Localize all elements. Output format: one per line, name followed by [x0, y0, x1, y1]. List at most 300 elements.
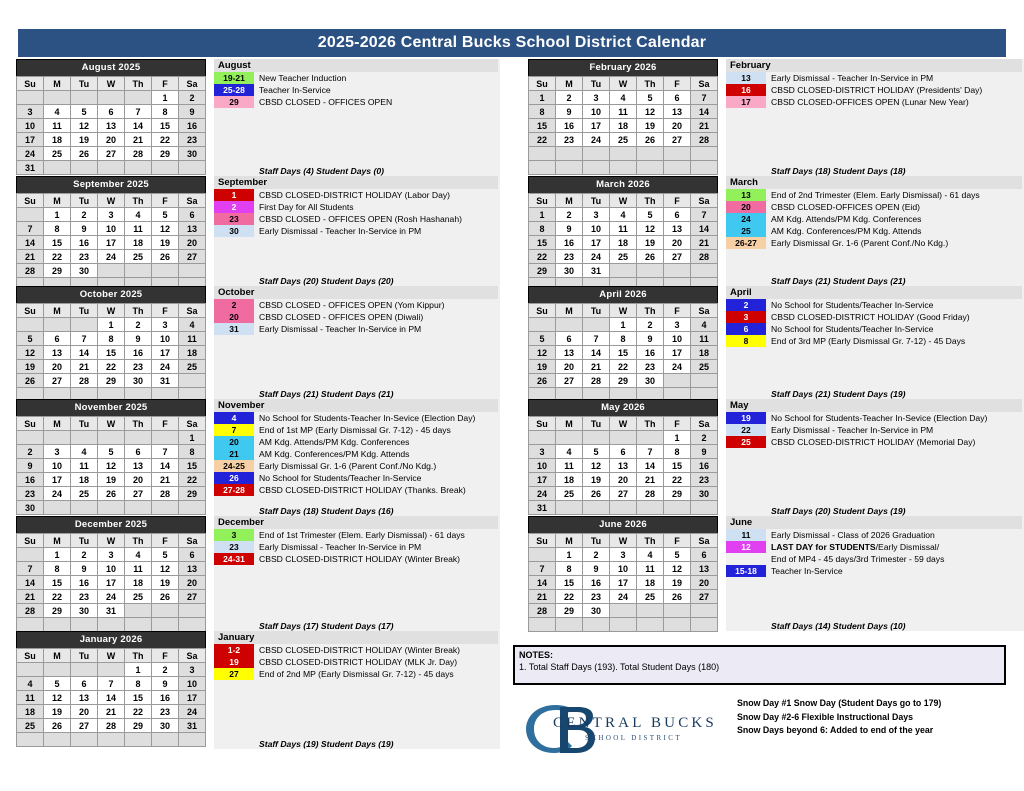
calendar-day-september-12[interactable]: 12 — [152, 222, 179, 236]
calendar-day-october-15[interactable]: 15 — [98, 346, 125, 360]
calendar-day-may-24[interactable]: 24 — [529, 487, 556, 501]
calendar-day-june-8[interactable]: 8 — [556, 562, 583, 576]
calendar-day-august-31[interactable]: 31 — [17, 161, 44, 175]
calendar-day-may-8[interactable]: 8 — [664, 445, 691, 459]
calendar-day-december-21[interactable]: 21 — [17, 590, 44, 604]
calendar-day-may-20[interactable]: 20 — [610, 473, 637, 487]
calendar-day-december-24[interactable]: 24 — [98, 590, 125, 604]
calendar-day-november-12[interactable]: 12 — [98, 459, 125, 473]
calendar-day-february-12[interactable]: 12 — [637, 105, 664, 119]
calendar-day-june-21[interactable]: 21 — [529, 590, 556, 604]
calendar-day-march-7[interactable]: 7 — [691, 208, 718, 222]
calendar-day-february-10[interactable]: 10 — [583, 105, 610, 119]
calendar-day-august-3[interactable]: 3 — [17, 105, 44, 119]
calendar-day-march-17[interactable]: 17 — [583, 236, 610, 250]
calendar-day-december-3[interactable]: 3 — [98, 548, 125, 562]
calendar-day-june-16[interactable]: 16 — [583, 576, 610, 590]
calendar-day-february-6[interactable]: 6 — [664, 91, 691, 105]
calendar-day-february-22[interactable]: 22 — [529, 133, 556, 147]
calendar-day-march-28[interactable]: 28 — [691, 250, 718, 264]
calendar-day-december-15[interactable]: 15 — [44, 576, 71, 590]
calendar-day-may-21[interactable]: 21 — [637, 473, 664, 487]
calendar-day-april-16[interactable]: 16 — [637, 346, 664, 360]
calendar-day-january-16[interactable]: 16 — [152, 691, 179, 705]
calendar-day-june-9[interactable]: 9 — [583, 562, 610, 576]
calendar-day-december-2[interactable]: 2 — [71, 548, 98, 562]
calendar-day-october-1[interactable]: 1 — [98, 318, 125, 332]
calendar-day-october-25[interactable]: 25 — [179, 360, 206, 374]
calendar-day-june-13[interactable]: 13 — [691, 562, 718, 576]
calendar-day-january-14[interactable]: 14 — [98, 691, 125, 705]
calendar-day-january-29[interactable]: 29 — [125, 719, 152, 733]
calendar-day-december-4[interactable]: 4 — [125, 548, 152, 562]
calendar-day-september-11[interactable]: 11 — [125, 222, 152, 236]
calendar-day-may-30[interactable]: 30 — [691, 487, 718, 501]
calendar-day-february-15[interactable]: 15 — [529, 119, 556, 133]
calendar-day-october-14[interactable]: 14 — [71, 346, 98, 360]
calendar-day-august-12[interactable]: 12 — [71, 119, 98, 133]
calendar-day-october-26[interactable]: 26 — [17, 374, 44, 388]
calendar-day-september-27[interactable]: 27 — [179, 250, 206, 264]
calendar-day-december-1[interactable]: 1 — [44, 548, 71, 562]
calendar-day-february-28[interactable]: 28 — [691, 133, 718, 147]
calendar-day-january-9[interactable]: 9 — [152, 677, 179, 691]
calendar-day-june-11[interactable]: 11 — [637, 562, 664, 576]
calendar-day-may-3[interactable]: 3 — [529, 445, 556, 459]
calendar-day-december-13[interactable]: 13 — [179, 562, 206, 576]
calendar-day-april-2[interactable]: 2 — [637, 318, 664, 332]
calendar-day-january-15[interactable]: 15 — [125, 691, 152, 705]
calendar-day-november-25[interactable]: 25 — [71, 487, 98, 501]
calendar-day-march-6[interactable]: 6 — [664, 208, 691, 222]
calendar-day-may-18[interactable]: 18 — [556, 473, 583, 487]
calendar-day-may-28[interactable]: 28 — [637, 487, 664, 501]
calendar-day-november-30[interactable]: 30 — [17, 501, 44, 515]
calendar-day-september-3[interactable]: 3 — [98, 208, 125, 222]
calendar-day-august-11[interactable]: 11 — [44, 119, 71, 133]
calendar-day-march-9[interactable]: 9 — [556, 222, 583, 236]
calendar-day-october-29[interactable]: 29 — [98, 374, 125, 388]
calendar-day-march-25[interactable]: 25 — [610, 250, 637, 264]
calendar-day-june-10[interactable]: 10 — [610, 562, 637, 576]
calendar-day-february-13[interactable]: 13 — [664, 105, 691, 119]
calendar-day-june-17[interactable]: 17 — [610, 576, 637, 590]
calendar-day-february-11[interactable]: 11 — [610, 105, 637, 119]
calendar-day-june-20[interactable]: 20 — [691, 576, 718, 590]
calendar-day-april-11[interactable]: 11 — [691, 332, 718, 346]
calendar-day-may-12[interactable]: 12 — [583, 459, 610, 473]
calendar-day-may-6[interactable]: 6 — [610, 445, 637, 459]
calendar-day-november-5[interactable]: 5 — [98, 445, 125, 459]
calendar-day-june-12[interactable]: 12 — [664, 562, 691, 576]
calendar-day-january-6[interactable]: 6 — [71, 677, 98, 691]
calendar-day-december-19[interactable]: 19 — [152, 576, 179, 590]
calendar-day-january-13[interactable]: 13 — [71, 691, 98, 705]
calendar-day-september-19[interactable]: 19 — [152, 236, 179, 250]
calendar-day-november-24[interactable]: 24 — [44, 487, 71, 501]
calendar-day-may-1[interactable]: 1 — [664, 431, 691, 445]
calendar-day-march-20[interactable]: 20 — [664, 236, 691, 250]
calendar-day-april-22[interactable]: 22 — [610, 360, 637, 374]
calendar-day-january-21[interactable]: 21 — [98, 705, 125, 719]
calendar-day-april-17[interactable]: 17 — [664, 346, 691, 360]
calendar-day-january-5[interactable]: 5 — [44, 677, 71, 691]
calendar-day-september-18[interactable]: 18 — [125, 236, 152, 250]
calendar-day-september-6[interactable]: 6 — [179, 208, 206, 222]
calendar-day-december-6[interactable]: 6 — [179, 548, 206, 562]
calendar-day-march-4[interactable]: 4 — [610, 208, 637, 222]
calendar-day-august-13[interactable]: 13 — [98, 119, 125, 133]
calendar-day-april-1[interactable]: 1 — [610, 318, 637, 332]
calendar-day-september-26[interactable]: 26 — [152, 250, 179, 264]
calendar-day-november-7[interactable]: 7 — [152, 445, 179, 459]
calendar-day-december-30[interactable]: 30 — [71, 604, 98, 618]
calendar-day-august-21[interactable]: 21 — [125, 133, 152, 147]
calendar-day-june-5[interactable]: 5 — [664, 548, 691, 562]
calendar-day-april-12[interactable]: 12 — [529, 346, 556, 360]
calendar-day-december-29[interactable]: 29 — [44, 604, 71, 618]
calendar-day-december-16[interactable]: 16 — [71, 576, 98, 590]
calendar-day-march-27[interactable]: 27 — [664, 250, 691, 264]
calendar-day-september-21[interactable]: 21 — [17, 250, 44, 264]
calendar-day-may-19[interactable]: 19 — [583, 473, 610, 487]
calendar-day-october-24[interactable]: 24 — [152, 360, 179, 374]
calendar-day-march-18[interactable]: 18 — [610, 236, 637, 250]
calendar-day-june-2[interactable]: 2 — [583, 548, 610, 562]
calendar-day-august-19[interactable]: 19 — [71, 133, 98, 147]
calendar-day-january-10[interactable]: 10 — [179, 677, 206, 691]
calendar-day-september-23[interactable]: 23 — [71, 250, 98, 264]
calendar-day-september-28[interactable]: 28 — [17, 264, 44, 278]
calendar-day-august-23[interactable]: 23 — [179, 133, 206, 147]
calendar-day-march-26[interactable]: 26 — [637, 250, 664, 264]
calendar-day-october-17[interactable]: 17 — [152, 346, 179, 360]
calendar-day-october-13[interactable]: 13 — [44, 346, 71, 360]
calendar-day-march-10[interactable]: 10 — [583, 222, 610, 236]
calendar-day-february-21[interactable]: 21 — [691, 119, 718, 133]
calendar-day-march-19[interactable]: 19 — [637, 236, 664, 250]
calendar-day-october-2[interactable]: 2 — [125, 318, 152, 332]
calendar-day-november-27[interactable]: 27 — [125, 487, 152, 501]
calendar-day-january-17[interactable]: 17 — [179, 691, 206, 705]
calendar-day-january-11[interactable]: 11 — [17, 691, 44, 705]
calendar-day-october-20[interactable]: 20 — [44, 360, 71, 374]
calendar-day-june-4[interactable]: 4 — [637, 548, 664, 562]
calendar-day-november-4[interactable]: 4 — [71, 445, 98, 459]
calendar-day-april-9[interactable]: 9 — [637, 332, 664, 346]
calendar-day-june-29[interactable]: 29 — [556, 604, 583, 618]
calendar-day-january-26[interactable]: 26 — [44, 719, 71, 733]
calendar-day-august-15[interactable]: 15 — [152, 119, 179, 133]
calendar-day-december-28[interactable]: 28 — [17, 604, 44, 618]
calendar-day-august-26[interactable]: 26 — [71, 147, 98, 161]
calendar-day-april-4[interactable]: 4 — [691, 318, 718, 332]
calendar-day-february-16[interactable]: 16 — [556, 119, 583, 133]
calendar-day-september-29[interactable]: 29 — [44, 264, 71, 278]
calendar-day-march-5[interactable]: 5 — [637, 208, 664, 222]
calendar-day-december-22[interactable]: 22 — [44, 590, 71, 604]
calendar-day-march-8[interactable]: 8 — [529, 222, 556, 236]
calendar-day-november-18[interactable]: 18 — [71, 473, 98, 487]
calendar-day-june-19[interactable]: 19 — [664, 576, 691, 590]
calendar-day-march-11[interactable]: 11 — [610, 222, 637, 236]
calendar-day-september-14[interactable]: 14 — [17, 236, 44, 250]
calendar-day-january-30[interactable]: 30 — [152, 719, 179, 733]
calendar-day-january-19[interactable]: 19 — [44, 705, 71, 719]
calendar-day-august-27[interactable]: 27 — [98, 147, 125, 161]
calendar-day-december-14[interactable]: 14 — [17, 576, 44, 590]
calendar-day-june-22[interactable]: 22 — [556, 590, 583, 604]
calendar-day-november-10[interactable]: 10 — [44, 459, 71, 473]
calendar-day-september-17[interactable]: 17 — [98, 236, 125, 250]
calendar-day-october-22[interactable]: 22 — [98, 360, 125, 374]
calendar-day-may-7[interactable]: 7 — [637, 445, 664, 459]
calendar-day-october-21[interactable]: 21 — [71, 360, 98, 374]
calendar-day-january-31[interactable]: 31 — [179, 719, 206, 733]
calendar-day-august-7[interactable]: 7 — [125, 105, 152, 119]
calendar-day-may-14[interactable]: 14 — [637, 459, 664, 473]
calendar-day-april-6[interactable]: 6 — [556, 332, 583, 346]
calendar-day-june-28[interactable]: 28 — [529, 604, 556, 618]
calendar-day-june-1[interactable]: 1 — [556, 548, 583, 562]
calendar-day-may-16[interactable]: 16 — [691, 459, 718, 473]
calendar-day-december-20[interactable]: 20 — [179, 576, 206, 590]
calendar-day-january-20[interactable]: 20 — [71, 705, 98, 719]
calendar-day-june-25[interactable]: 25 — [637, 590, 664, 604]
calendar-day-september-7[interactable]: 7 — [17, 222, 44, 236]
calendar-day-february-23[interactable]: 23 — [556, 133, 583, 147]
calendar-day-december-12[interactable]: 12 — [152, 562, 179, 576]
calendar-day-february-19[interactable]: 19 — [637, 119, 664, 133]
calendar-day-june-27[interactable]: 27 — [691, 590, 718, 604]
calendar-day-april-19[interactable]: 19 — [529, 360, 556, 374]
calendar-day-january-3[interactable]: 3 — [179, 663, 206, 677]
calendar-day-october-4[interactable]: 4 — [179, 318, 206, 332]
calendar-day-may-31[interactable]: 31 — [529, 501, 556, 515]
calendar-day-october-23[interactable]: 23 — [125, 360, 152, 374]
calendar-day-may-17[interactable]: 17 — [529, 473, 556, 487]
calendar-day-april-13[interactable]: 13 — [556, 346, 583, 360]
calendar-day-november-14[interactable]: 14 — [152, 459, 179, 473]
calendar-day-november-1[interactable]: 1 — [179, 431, 206, 445]
calendar-day-february-20[interactable]: 20 — [664, 119, 691, 133]
calendar-day-june-26[interactable]: 26 — [664, 590, 691, 604]
calendar-day-september-25[interactable]: 25 — [125, 250, 152, 264]
calendar-day-february-7[interactable]: 7 — [691, 91, 718, 105]
calendar-day-september-8[interactable]: 8 — [44, 222, 71, 236]
calendar-day-april-18[interactable]: 18 — [691, 346, 718, 360]
calendar-day-september-16[interactable]: 16 — [71, 236, 98, 250]
calendar-day-august-17[interactable]: 17 — [17, 133, 44, 147]
calendar-day-august-18[interactable]: 18 — [44, 133, 71, 147]
calendar-day-november-26[interactable]: 26 — [98, 487, 125, 501]
calendar-day-may-11[interactable]: 11 — [556, 459, 583, 473]
calendar-day-august-24[interactable]: 24 — [17, 147, 44, 161]
calendar-day-september-9[interactable]: 9 — [71, 222, 98, 236]
calendar-day-april-10[interactable]: 10 — [664, 332, 691, 346]
calendar-day-february-17[interactable]: 17 — [583, 119, 610, 133]
calendar-day-november-22[interactable]: 22 — [179, 473, 206, 487]
calendar-day-december-8[interactable]: 8 — [44, 562, 71, 576]
calendar-day-february-5[interactable]: 5 — [637, 91, 664, 105]
calendar-day-april-8[interactable]: 8 — [610, 332, 637, 346]
calendar-day-january-24[interactable]: 24 — [179, 705, 206, 719]
calendar-day-october-3[interactable]: 3 — [152, 318, 179, 332]
calendar-day-september-22[interactable]: 22 — [44, 250, 71, 264]
calendar-day-march-1[interactable]: 1 — [529, 208, 556, 222]
calendar-day-january-27[interactable]: 27 — [71, 719, 98, 733]
calendar-day-march-22[interactable]: 22 — [529, 250, 556, 264]
calendar-day-april-21[interactable]: 21 — [583, 360, 610, 374]
calendar-day-march-24[interactable]: 24 — [583, 250, 610, 264]
calendar-day-december-11[interactable]: 11 — [125, 562, 152, 576]
calendar-day-april-30[interactable]: 30 — [637, 374, 664, 388]
calendar-day-june-15[interactable]: 15 — [556, 576, 583, 590]
calendar-day-october-16[interactable]: 16 — [125, 346, 152, 360]
calendar-day-november-6[interactable]: 6 — [125, 445, 152, 459]
calendar-day-august-20[interactable]: 20 — [98, 133, 125, 147]
calendar-day-august-29[interactable]: 29 — [152, 147, 179, 161]
calendar-day-august-1[interactable]: 1 — [152, 91, 179, 105]
calendar-day-september-24[interactable]: 24 — [98, 250, 125, 264]
calendar-day-october-9[interactable]: 9 — [125, 332, 152, 346]
calendar-day-february-4[interactable]: 4 — [610, 91, 637, 105]
calendar-day-march-31[interactable]: 31 — [583, 264, 610, 278]
calendar-day-may-13[interactable]: 13 — [610, 459, 637, 473]
calendar-day-february-27[interactable]: 27 — [664, 133, 691, 147]
calendar-day-may-5[interactable]: 5 — [583, 445, 610, 459]
calendar-day-may-23[interactable]: 23 — [691, 473, 718, 487]
calendar-day-december-27[interactable]: 27 — [179, 590, 206, 604]
calendar-day-october-7[interactable]: 7 — [71, 332, 98, 346]
calendar-day-october-10[interactable]: 10 — [152, 332, 179, 346]
calendar-day-october-30[interactable]: 30 — [125, 374, 152, 388]
calendar-day-january-23[interactable]: 23 — [152, 705, 179, 719]
calendar-day-september-5[interactable]: 5 — [152, 208, 179, 222]
calendar-day-january-25[interactable]: 25 — [17, 719, 44, 733]
calendar-day-april-26[interactable]: 26 — [529, 374, 556, 388]
calendar-day-june-7[interactable]: 7 — [529, 562, 556, 576]
calendar-day-february-9[interactable]: 9 — [556, 105, 583, 119]
calendar-day-october-19[interactable]: 19 — [17, 360, 44, 374]
calendar-day-november-2[interactable]: 2 — [17, 445, 44, 459]
calendar-day-november-19[interactable]: 19 — [98, 473, 125, 487]
calendar-day-august-9[interactable]: 9 — [179, 105, 206, 119]
calendar-day-april-27[interactable]: 27 — [556, 374, 583, 388]
calendar-day-april-23[interactable]: 23 — [637, 360, 664, 374]
calendar-day-september-4[interactable]: 4 — [125, 208, 152, 222]
calendar-day-february-8[interactable]: 8 — [529, 105, 556, 119]
calendar-day-october-6[interactable]: 6 — [44, 332, 71, 346]
calendar-day-december-7[interactable]: 7 — [17, 562, 44, 576]
calendar-day-november-8[interactable]: 8 — [179, 445, 206, 459]
calendar-day-february-3[interactable]: 3 — [583, 91, 610, 105]
calendar-day-november-17[interactable]: 17 — [44, 473, 71, 487]
calendar-day-may-10[interactable]: 10 — [529, 459, 556, 473]
calendar-day-april-15[interactable]: 15 — [610, 346, 637, 360]
calendar-day-august-25[interactable]: 25 — [44, 147, 71, 161]
calendar-day-june-3[interactable]: 3 — [610, 548, 637, 562]
calendar-day-november-20[interactable]: 20 — [125, 473, 152, 487]
calendar-day-february-18[interactable]: 18 — [610, 119, 637, 133]
calendar-day-april-7[interactable]: 7 — [583, 332, 610, 346]
calendar-day-february-14[interactable]: 14 — [691, 105, 718, 119]
calendar-day-december-26[interactable]: 26 — [152, 590, 179, 604]
calendar-day-march-12[interactable]: 12 — [637, 222, 664, 236]
calendar-day-november-11[interactable]: 11 — [71, 459, 98, 473]
calendar-day-november-23[interactable]: 23 — [17, 487, 44, 501]
calendar-day-february-24[interactable]: 24 — [583, 133, 610, 147]
calendar-day-december-9[interactable]: 9 — [71, 562, 98, 576]
calendar-day-april-5[interactable]: 5 — [529, 332, 556, 346]
calendar-day-march-30[interactable]: 30 — [556, 264, 583, 278]
calendar-day-march-15[interactable]: 15 — [529, 236, 556, 250]
calendar-day-june-30[interactable]: 30 — [583, 604, 610, 618]
calendar-day-september-2[interactable]: 2 — [71, 208, 98, 222]
calendar-day-january-22[interactable]: 22 — [125, 705, 152, 719]
calendar-day-october-18[interactable]: 18 — [179, 346, 206, 360]
calendar-day-may-27[interactable]: 27 — [610, 487, 637, 501]
calendar-day-november-15[interactable]: 15 — [179, 459, 206, 473]
calendar-day-january-4[interactable]: 4 — [17, 677, 44, 691]
calendar-day-september-20[interactable]: 20 — [179, 236, 206, 250]
calendar-day-august-6[interactable]: 6 — [98, 105, 125, 119]
calendar-day-december-31[interactable]: 31 — [98, 604, 125, 618]
calendar-day-march-29[interactable]: 29 — [529, 264, 556, 278]
calendar-day-june-23[interactable]: 23 — [583, 590, 610, 604]
calendar-day-march-3[interactable]: 3 — [583, 208, 610, 222]
calendar-day-august-5[interactable]: 5 — [71, 105, 98, 119]
calendar-day-april-29[interactable]: 29 — [610, 374, 637, 388]
calendar-day-december-5[interactable]: 5 — [152, 548, 179, 562]
calendar-day-august-10[interactable]: 10 — [17, 119, 44, 133]
calendar-day-november-9[interactable]: 9 — [17, 459, 44, 473]
calendar-day-august-16[interactable]: 16 — [179, 119, 206, 133]
calendar-day-december-10[interactable]: 10 — [98, 562, 125, 576]
calendar-day-august-30[interactable]: 30 — [179, 147, 206, 161]
calendar-day-october-31[interactable]: 31 — [152, 374, 179, 388]
calendar-day-september-10[interactable]: 10 — [98, 222, 125, 236]
calendar-day-august-2[interactable]: 2 — [179, 91, 206, 105]
calendar-day-may-2[interactable]: 2 — [691, 431, 718, 445]
calendar-day-february-2[interactable]: 2 — [556, 91, 583, 105]
calendar-day-november-13[interactable]: 13 — [125, 459, 152, 473]
calendar-day-november-21[interactable]: 21 — [152, 473, 179, 487]
calendar-day-august-22[interactable]: 22 — [152, 133, 179, 147]
calendar-day-february-26[interactable]: 26 — [637, 133, 664, 147]
calendar-day-january-18[interactable]: 18 — [17, 705, 44, 719]
calendar-day-december-17[interactable]: 17 — [98, 576, 125, 590]
calendar-day-january-7[interactable]: 7 — [98, 677, 125, 691]
calendar-day-november-29[interactable]: 29 — [179, 487, 206, 501]
calendar-day-march-21[interactable]: 21 — [691, 236, 718, 250]
calendar-day-november-28[interactable]: 28 — [152, 487, 179, 501]
calendar-day-december-25[interactable]: 25 — [125, 590, 152, 604]
calendar-day-october-11[interactable]: 11 — [179, 332, 206, 346]
calendar-day-may-22[interactable]: 22 — [664, 473, 691, 487]
calendar-day-december-18[interactable]: 18 — [125, 576, 152, 590]
calendar-day-october-5[interactable]: 5 — [17, 332, 44, 346]
calendar-day-january-1[interactable]: 1 — [125, 663, 152, 677]
calendar-day-march-16[interactable]: 16 — [556, 236, 583, 250]
calendar-day-march-13[interactable]: 13 — [664, 222, 691, 236]
calendar-day-february-1[interactable]: 1 — [529, 91, 556, 105]
calendar-day-march-14[interactable]: 14 — [691, 222, 718, 236]
calendar-day-august-14[interactable]: 14 — [125, 119, 152, 133]
calendar-day-october-27[interactable]: 27 — [44, 374, 71, 388]
calendar-day-september-15[interactable]: 15 — [44, 236, 71, 250]
calendar-day-may-25[interactable]: 25 — [556, 487, 583, 501]
